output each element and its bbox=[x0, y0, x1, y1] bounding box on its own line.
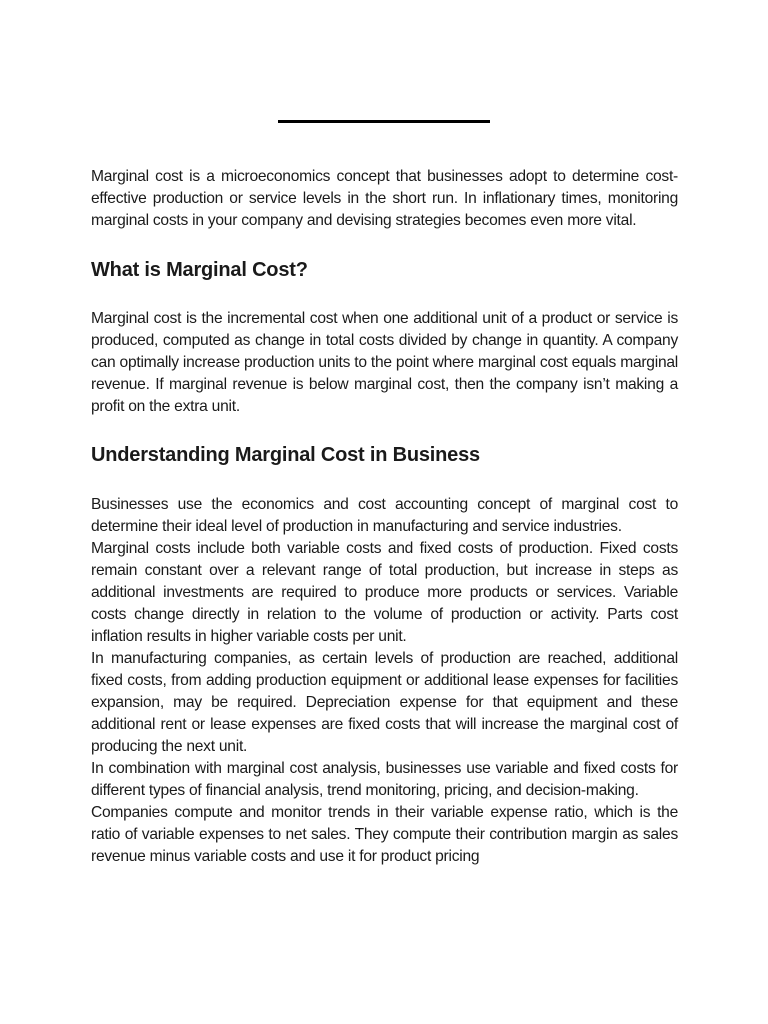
section-heading-understanding-marginal-cost: Understanding Marginal Cost in Business bbox=[91, 444, 480, 466]
document-body bbox=[91, 166, 678, 868]
business-section-body bbox=[91, 494, 678, 868]
body-paragraph: Companies compute and monitor trends in their variable expense ratio, which is the ratio of variable expenses to net sales. They compute their contribution margin as sales revenue minus variable costs and use it for product pricing bbox=[91, 804, 678, 865]
body-paragraph: Marginal costs include both variable costs and fixed costs of production. Fixed costs remain constant over a relevant range of total production, but increase in steps as additional investments are required to produce more products or services. Variable costs change directly in relation to the volume of production or activity. Parts cost inflation results in higher variable costs per unit. bbox=[91, 540, 678, 645]
body-paragraph: In combination with marginal cost analysis, businesses use variable and fixed costs for different types of financial analysis, trend monitoring, pricing, and decision-making. bbox=[91, 760, 678, 799]
title-rule bbox=[278, 120, 490, 123]
body-paragraph: Businesses use the economics and cost accounting concept of marginal cost to determine their ideal level of production in manufacturing and service industries. bbox=[91, 496, 678, 535]
definition-paragraph: Marginal cost is the incremental cost when one additional unit of a product or service is produced, computed as change in total costs divided by change in quantity. A company can optimally increase production units to the point where marginal cost equals marginal revenue. If marginal revenue is below marginal cost, then the company isn’t making a profit on the extra unit. bbox=[91, 310, 678, 415]
body-paragraph: In manufacturing companies, as certain levels of production are reached, additional fixed costs, from adding production equipment or additional lease expenses for facilities expansion, may be required. Depreciation expense for that equipment and these additional rent or lease expenses are fixed costs that will increase the marginal cost of producing the next unit. bbox=[91, 650, 678, 755]
intro-paragraph: Marginal cost is a microeconomics concept that businesses adopt to determine cost-effective production or service levels in the short run. In inflationary times, monitoring marginal costs in your company and devising strategies becomes even more vital. bbox=[91, 168, 678, 229]
section-heading-what-is-marginal-cost: What is Marginal Cost? bbox=[91, 259, 308, 281]
